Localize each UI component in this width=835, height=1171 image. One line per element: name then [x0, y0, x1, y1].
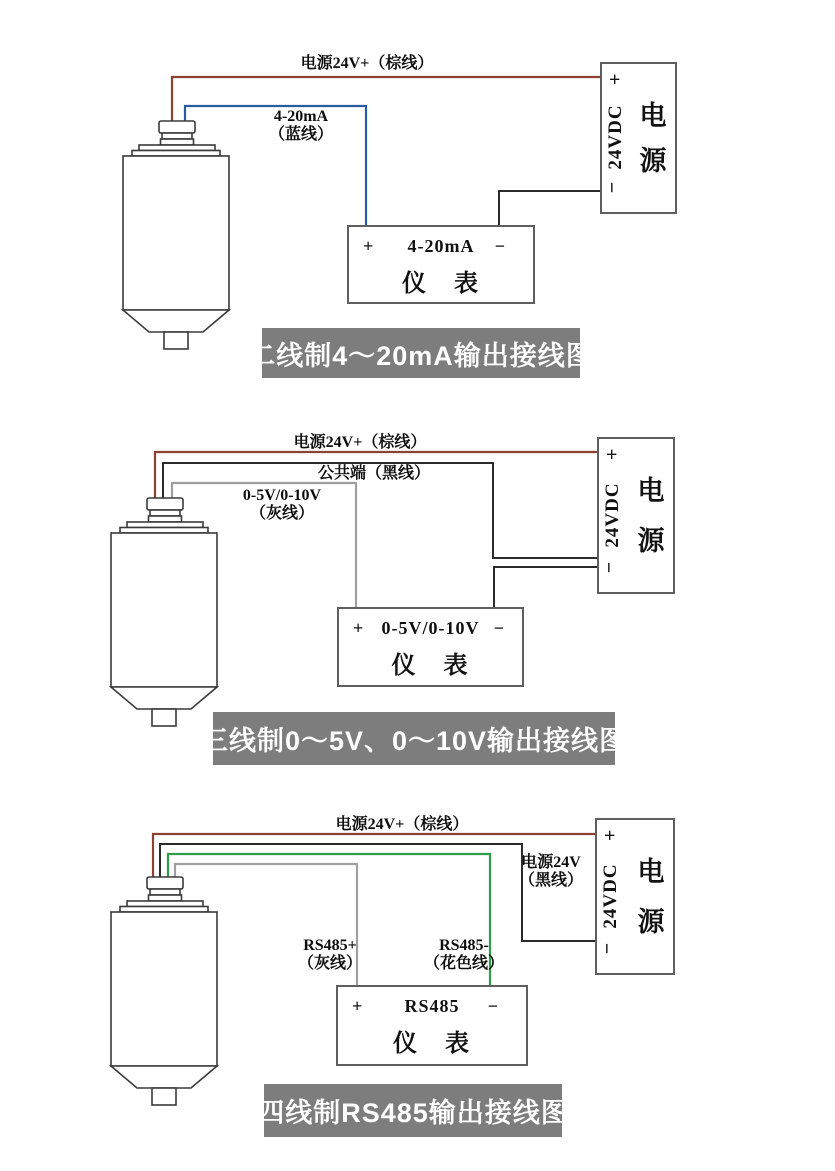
- power-plus-terminal: +: [609, 69, 621, 91]
- wire-label-line: （蓝线）: [268, 126, 334, 143]
- power-rating-label: 24VDC: [605, 104, 626, 170]
- wire-label-line: RS485-: [439, 937, 489, 954]
- meter-minus-terminal: −: [487, 996, 498, 1016]
- wire-label-common-black: [519, 854, 583, 890]
- power-name-char: 源: [637, 907, 665, 937]
- power-minus-terminal: −: [596, 942, 619, 955]
- transmitter-sensor: [111, 877, 217, 1105]
- wire-label-line: （灰线）: [297, 955, 363, 972]
- meter-plus-terminal: +: [363, 236, 374, 256]
- meter-name: 仪 表: [402, 271, 480, 297]
- wire-label-rs485-minus-green: [424, 937, 504, 973]
- two-wire-diagram-wires: [172, 77, 600, 227]
- meter-box: [336, 985, 528, 1066]
- power-name-char: 源: [639, 146, 667, 176]
- meter-terminals: [339, 618, 522, 640]
- meter-terminals: [338, 996, 526, 1018]
- meter-box: [347, 225, 535, 304]
- wire-label-line: （花色线）: [423, 955, 505, 972]
- power-name-char: 电: [637, 476, 665, 506]
- meter-name: 仪 表: [393, 1031, 471, 1057]
- power-plus-terminal: +: [604, 825, 616, 847]
- wire-label-line: （灰线）: [249, 505, 314, 522]
- power-plus-terminal: +: [606, 444, 618, 466]
- power-name: [636, 850, 666, 939]
- transmitter-sensor: [111, 498, 217, 726]
- diagram-title-three-wire: 三线制0～5V、0～10V输出接线图: [213, 712, 615, 765]
- wire-label-power-brown: 电源24V+（棕线）: [335, 816, 469, 833]
- wire-label-signal-blue: [269, 108, 333, 144]
- wire-label-line: 4-20mA: [273, 108, 329, 125]
- power-minus-terminal: −: [601, 181, 624, 194]
- meter-terminals: [349, 236, 533, 258]
- power-supply-box: [597, 437, 675, 594]
- wire-label-rs485-plus-gray: [298, 937, 362, 973]
- wire-label-signal-gray: [243, 487, 321, 523]
- power-rating-label: 24VDC: [602, 481, 623, 548]
- transmitter-sensor: [123, 121, 229, 349]
- wire-label-common-black: 公共端（黑线）: [317, 465, 431, 482]
- power-positive-wire-brown: [172, 77, 600, 121]
- power-supply-box: [595, 818, 675, 975]
- wire-label-line: 0-5V/0-10V: [242, 487, 322, 504]
- wire-label-line: 电源24V: [521, 854, 581, 871]
- meter-plus-terminal: +: [352, 996, 363, 1016]
- power-minus-terminal: −: [598, 561, 621, 574]
- power-supply-box: [600, 62, 677, 214]
- diagram-title-two-wire: 二线制4～20mA输出接线图: [262, 328, 580, 378]
- power-rating-label: 24VDC: [600, 862, 621, 929]
- power-name-char: 电: [639, 101, 667, 131]
- meter-plus-terminal: +: [353, 618, 364, 638]
- wire-label-power-brown: 电源24V+（棕线）: [300, 55, 434, 72]
- meter-range-label: RS485: [404, 996, 460, 1016]
- meter-negative-wire-black: [494, 567, 597, 608]
- diagram-title-four-wire: 四线制RS485输出接线图: [264, 1084, 562, 1137]
- meter-minus-terminal: −: [494, 236, 505, 256]
- wire-label-line: （黑线）: [518, 872, 584, 889]
- wire-label-power-brown: 电源24V+（棕线）: [293, 434, 427, 451]
- power-negative-wire-black: [499, 191, 600, 227]
- power-name: [636, 469, 666, 558]
- meter-range-label: 4-20mA: [407, 236, 475, 256]
- meter-box: [337, 607, 524, 687]
- power-name-char: 源: [637, 526, 665, 556]
- wire-label-line: RS485+: [303, 937, 357, 954]
- power-name: [638, 94, 668, 178]
- meter-minus-terminal: −: [493, 618, 504, 638]
- meter-name: 仪 表: [391, 653, 470, 679]
- power-name-char: 电: [637, 857, 665, 887]
- meter-range-label: 0-5V/0-10V: [381, 618, 480, 638]
